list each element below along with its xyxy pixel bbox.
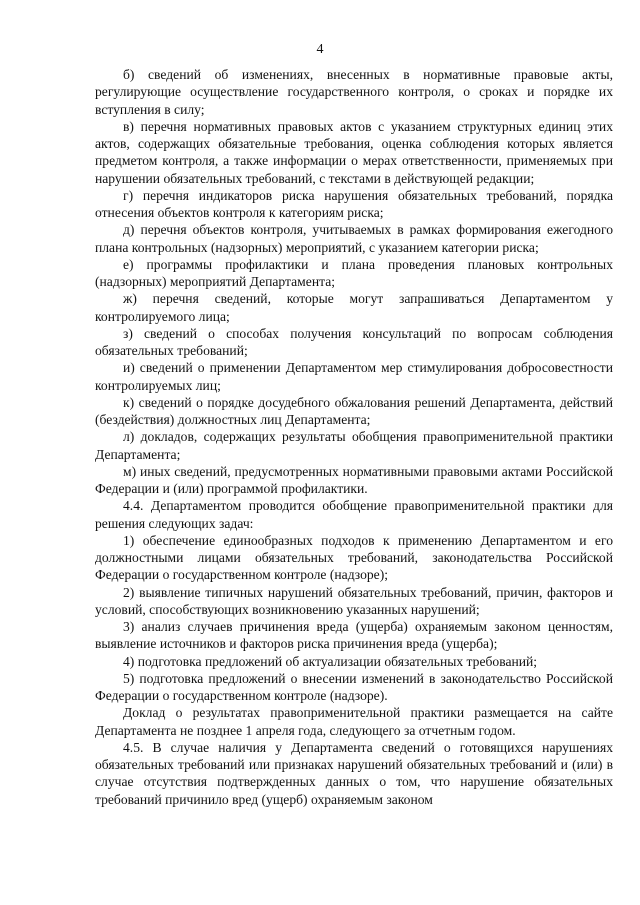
task-3: 3) анализ случаев причинения вреда (ущерба) охраняемым законом ценностям, выявление источников и факторов риска причинения вреда (ущерба); bbox=[95, 619, 613, 652]
task-2: 2) выявление типичных нарушений обязательных требований, причин, факторов и условий, способствующих возникновению указанных нарушений; bbox=[95, 584, 613, 617]
task-5: 5) подготовка предложений о внесении изменений в законодательство Российской Федерации о государственном контроле (надзоре). bbox=[95, 670, 613, 703]
section-4-5: 4.5. В случае наличия у Департамента сведений о готовящихся нарушениях обязательных требований или признаках нарушений обязательных требований и (или) в случае отсутствия подтвержденных данных о том, что нарушение обязательных требований причинило вред (ущерб) охраняемым законом bbox=[95, 739, 613, 807]
paragraph-e: е) программы профилактики и плана проведения плановых контрольных (надзорных) мероприятий Департамента; bbox=[95, 256, 613, 289]
paragraph-b: б) сведений об изменениях, внесенных в нормативные правовые акты, регулирующие осуществление государственного контроля, о сроках и порядке их вступления в силу; bbox=[95, 67, 613, 117]
paragraph-l: л) докладов, содержащих результаты обобщения правоприменительной практики Департамента; bbox=[95, 429, 613, 462]
paragraph-k: к) сведений о порядке досудебного обжалования решений Департамента, действий (бездействия) должностных лиц Департамента; bbox=[95, 394, 613, 427]
task-4: 4) подготовка предложений об актуализации обязательных требований; bbox=[123, 653, 538, 669]
paragraph-m: м) иных сведений, предусмотренных нормативными правовыми актами Российской Федерации и (или) программой профилактики. bbox=[95, 463, 613, 496]
paragraph-g: г) перечня индикаторов риска нарушения обязательных требований, порядка отнесения объектов контроля к категориям риска; bbox=[95, 187, 613, 220]
paragraph-i: и) сведений о применении Департаментом мер стимулирования добросовестности контролируемых лиц; bbox=[95, 360, 613, 393]
paragraph-v: в) перечня нормативных правовых актов с указанием структурных единиц этих актов, содержащих обязательные требования, оценка соблюдения которых является предметом контроля, а также информации о мерах ответственности, применяемых при нарушении обязательных требований, с текстами в действующей редакции; bbox=[95, 118, 613, 186]
paragraph-zh: ж) перечня сведений, которые могут запрашиваться Департаментом у контролируемого лица; bbox=[95, 291, 613, 324]
document-body bbox=[95, 66, 613, 808]
paragraph-z: з) сведений о способах получения консультаций по вопросам соблюдения обязательных требований; bbox=[95, 325, 613, 358]
task-1: 1) обеспечение единообразных подходов к применению Департаментом и его должностными лицами обязательных требований, законодательства Российской Федерации о государственном контроле (надзоре); bbox=[95, 532, 613, 583]
section-4-4: 4.4. Департаментом проводится обобщение правоприменительной практики для решения следующих задач: bbox=[95, 498, 613, 531]
page-number: 4 bbox=[316, 42, 324, 57]
report-paragraph: Доклад о результатах правоприменительной практики размещается на сайте Департамента не позднее 1 апреля года, следующего за отчетным годом. bbox=[95, 705, 613, 738]
paragraph-d: д) перечня объектов контроля, учитываемых в рамках формирования ежегодного плана контрольных (надзорных) мероприятий, с указанием категории риска; bbox=[95, 222, 613, 255]
